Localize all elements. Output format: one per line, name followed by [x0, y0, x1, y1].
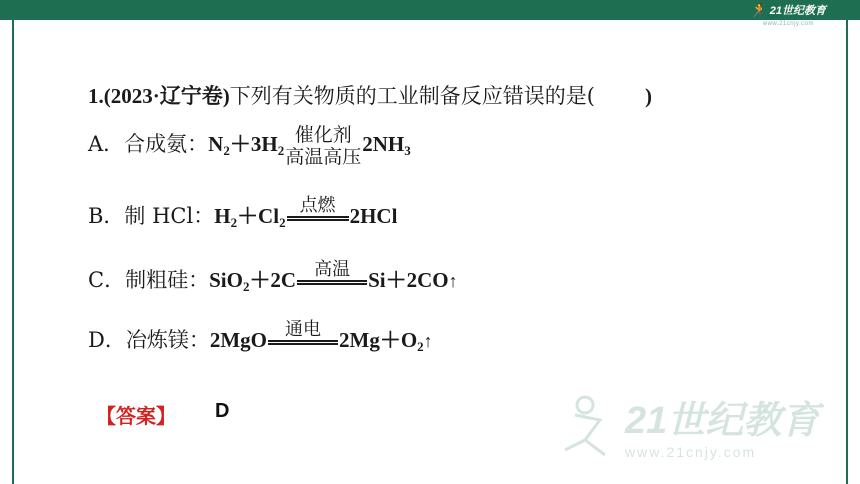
watermark-logo: [555, 385, 845, 465]
frame-left-border: [12, 20, 14, 484]
frame-right-border: [846, 20, 848, 484]
option-b-label: B．制 HCl：: [88, 204, 215, 228]
question-close-paren: ): [644, 84, 652, 108]
brand-logo: [749, 1, 826, 19]
answer-label: 【答案】: [96, 404, 176, 428]
option-c-reactant-c: ＋2C: [249, 268, 297, 292]
option-c-reactant-sio: SiO: [209, 268, 243, 292]
option-a-product: 2NH: [362, 131, 405, 156]
subscript: 2: [230, 215, 238, 230]
subscript: 2: [277, 142, 285, 158]
subscript: 2: [223, 142, 230, 158]
answer-value: D: [215, 400, 230, 422]
question-source: (2023·辽宁卷): [103, 84, 230, 108]
option-c: [88, 258, 458, 295]
watermark-text: 21世纪教育: [625, 400, 820, 442]
option-d-reactant-mgo: 2MgO: [209, 328, 267, 352]
brand-logo-text: 21世纪教育: [769, 5, 826, 17]
subscript: 2: [279, 215, 286, 230]
watermark-runner-body: [565, 415, 605, 455]
top-banner: [0, 0, 860, 20]
option-d-label: D．冶炼镁：: [88, 328, 210, 352]
option-c-product: Si＋2CO: [368, 268, 449, 292]
option-a-reactant-h: ＋3H: [229, 131, 278, 156]
reaction-condition: [297, 260, 367, 285]
question-number: 1.: [88, 84, 104, 108]
reaction-condition: [285, 124, 361, 168]
equals-sign: [287, 216, 349, 221]
option-c-label: C．制粗硅：: [88, 268, 210, 292]
option-d: [88, 318, 433, 355]
option-b-reactant-h: H: [214, 204, 231, 228]
subscript: 2: [417, 339, 424, 354]
condition-top: 催化剂: [294, 124, 352, 146]
equals-sign: [268, 340, 338, 345]
subscript: 3: [404, 142, 411, 158]
option-a: [88, 124, 411, 168]
condition-top: 高温: [314, 258, 351, 280]
gas-arrow-icon: ↑: [448, 271, 458, 291]
runner-icon: 🏃: [749, 1, 767, 18]
reaction-condition: [268, 320, 338, 345]
watermark-runner-head: [577, 397, 593, 413]
question-text: 下列有关物质的工业制备反应错误的是(: [229, 84, 595, 108]
option-b-product: 2HCl: [349, 204, 398, 228]
condition-bottom: 高温高压: [285, 146, 362, 168]
equals-sign: [297, 280, 367, 285]
option-a-label: A．合成氨：: [88, 131, 209, 156]
brand-logo-subtext: www.21cnjy.com: [762, 21, 814, 27]
option-b-reactant-cl: ＋Cl: [237, 204, 280, 228]
option-a-reactant-n: N: [208, 131, 224, 156]
option-b: [88, 194, 398, 231]
watermark-url: www.21cnjy.com: [625, 444, 757, 460]
reaction-condition: [287, 196, 349, 221]
condition-top: 点燃: [299, 194, 336, 216]
subscript: 2: [242, 279, 250, 294]
gas-arrow-icon: ↑: [423, 331, 433, 351]
question-line: [88, 80, 652, 110]
option-d-product: 2Mg＋O: [339, 328, 418, 352]
condition-top: 通电: [285, 318, 321, 340]
